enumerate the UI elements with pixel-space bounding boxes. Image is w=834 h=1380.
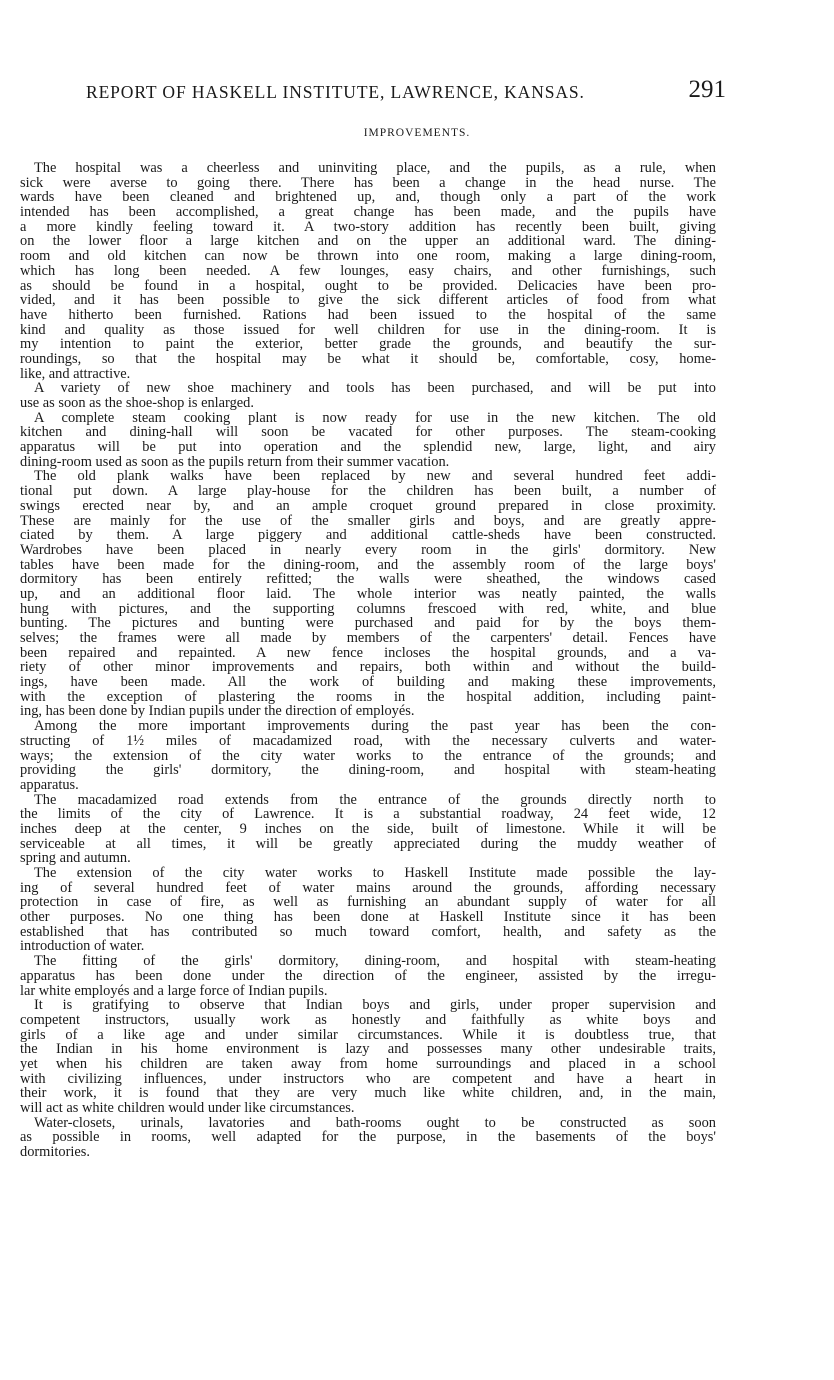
text-line: as possible in rooms, well adapted for the purpose, in the basements of the boys' [20, 1129, 716, 1146]
text-line: established that has contributed so much toward comfort, health, and safety as the [20, 923, 716, 940]
text-line: girls of a like age and under similar circumstances. While it is doubtless true, that [20, 1026, 716, 1043]
text-line: tional put down. A large play-house for the children has been built, a number of [20, 483, 716, 500]
paragraph [20, 866, 716, 954]
text-line: with the exception of plastering the rooms in the hospital addition, including paint- [20, 688, 716, 705]
paragraph [20, 998, 716, 1116]
text-line: apparatus has been done under the direction of the engineer, assisted by the irregu- [20, 967, 716, 984]
text-line: A complete steam cooking plant is now ready for use in the new kitchen. The old [34, 409, 716, 426]
paragraph [20, 1116, 716, 1160]
text-line: It is gratifying to observe that Indian boys and girls, under proper supervision and [34, 997, 716, 1014]
text-line: ciated by them. A large piggery and additional cattle-sheds have been constructed. [20, 527, 716, 544]
paragraph [20, 161, 716, 381]
text-line: Among the more important improvements during the past year has been the con- [34, 718, 716, 735]
body-text [20, 161, 716, 1160]
text-line: like, and attractive. [20, 365, 131, 382]
text-line: apparatus will be put into operation and the splendid new, large, light, and airy [20, 439, 716, 456]
text-line: Wardrobes have been placed in nearly every room in the girls' dormitory. New [20, 541, 716, 558]
text-line: The extension of the city water works to Haskell Institute made possible the lay- [34, 865, 716, 881]
text-line: kitchen and dining-hall will soon be vacated for other purposes. The steam-cooking [20, 424, 716, 441]
text-line: The hospital was a cheerless and uninviting place, and the pupils, as a rule, when [34, 160, 716, 176]
text-line: up, and an additional floor laid. The whole interior was neatly painted, the walls [20, 585, 716, 602]
text-line: hung with pictures, and the supporting columns frescoed with red, white, and blue [20, 600, 716, 617]
running-header [86, 76, 726, 108]
text-line: spring and autumn. [20, 850, 131, 867]
text-line: tables have been made for the dining-room, and the assembly room of the large boys' [20, 556, 716, 573]
text-line: wards have been cleaned and brightened up, and, though only a part of the work [20, 189, 716, 206]
text-line: apparatus. [20, 776, 79, 793]
text-line: ing, has been done by Indian pupils under the direction of employés. [20, 703, 415, 720]
text-line: a more kindly feeling toward it. A two-story addition has recently been built, giving [20, 218, 716, 235]
text-line: introduction of water. [20, 938, 145, 955]
text-line: competent instructors, usually work as honestly and faithfully as white boys and [20, 1011, 716, 1028]
text-line: dormitories. [20, 1144, 90, 1161]
text-line: The fitting of the girls' dormitory, dining-room, and hospital with steam-heating [34, 953, 716, 970]
text-line: as should be found in a hospital, ought to be provided. Delicacies have been pro- [20, 277, 716, 294]
text-line: roundings, so that the hospital may be what it should be, comfortable, cosy, home- [20, 350, 716, 367]
text-line: the Indian in his home environment is lazy and possesses many other undesirable traits, [20, 1041, 716, 1058]
text-line: swings erected near by, and an ample croquet ground prepared in close proximity. [20, 497, 716, 514]
text-line: sick were averse to going there. There has been a change in the head nurse. The [20, 174, 716, 191]
text-line: selves; the frames were all made by members of the carpenters' detail. Fences have [20, 630, 716, 646]
paragraph [20, 954, 716, 998]
text-line: will act as white children would under like circumstances. [20, 1100, 355, 1116]
text-line: Water-closets, urinals, lavatories and bath-rooms ought to be constructed as soon [34, 1114, 716, 1131]
text-line: other purposes. No one thing has been done at Haskell Institute since it has been [20, 909, 716, 926]
text-line: inches deep at the center, 9 inches on the side, built of limestone. While it will be [20, 820, 716, 837]
text-line: riety of other minor improvements and repairs, both within and without the build- [20, 659, 716, 676]
text-line: intended has been accomplished, a great change has been made, and the pupils have [20, 204, 716, 221]
text-line: serviceable at all times, it will be greatly appreciated during the muddy weather of [20, 835, 716, 852]
paragraph [20, 719, 716, 792]
text-line: room and old kitchen can now be thrown into one room, making a large dining-room, [20, 248, 716, 265]
text-line: ing of several hundred feet of water mains around the grounds, affording necessary [20, 879, 716, 896]
text-line: The old plank walks have been replaced by new and several hundred feet addi- [34, 468, 716, 485]
section-heading: IMPROVEMENTS. [363, 127, 471, 139]
text-line: yet when his children are taken away from home surroundings and placed in a school [20, 1055, 716, 1072]
text-line: with civilizing influences, under instructors who are competent and have a heart in [20, 1070, 716, 1087]
text-line: their work, it is found that they are very much like white children, and, in the main, [20, 1085, 716, 1102]
text-line: dormitory has been entirely refitted; the walls were sheathed, the windows cased [20, 571, 716, 588]
text-line: the limits of the city of Lawrence. It is a substantial roadway, 24 feet wide, 12 [20, 806, 716, 823]
text-line: lar white employés and a large force of Indian pupils. [20, 982, 328, 999]
text-line: been repaired and repainted. A new fence incloses the hospital grounds, and a va- [20, 644, 716, 661]
text-line: kind and quality as those issued for well children for use in the dining-room. It is [20, 321, 716, 338]
paragraph [20, 793, 716, 866]
page-number: 291 [688, 76, 726, 103]
text-line: my intention to paint the exterior, better grade the grounds, and beautify the sur- [20, 336, 716, 353]
paragraph [20, 469, 716, 719]
paragraph [20, 411, 716, 470]
text-line: providing the girls' dormitory, the dining-room, and hospital with steam-heating [20, 762, 716, 779]
text-line: These are mainly for the use of the smaller girls and boys, and are greatly appre- [20, 512, 716, 529]
running-title: REPORT OF HASKELL INSTITUTE, LAWRENCE, KANSAS. [86, 82, 585, 102]
text-line: The macadamized road extends from the entrance of the grounds directly north to [34, 791, 716, 808]
text-line: on the lower floor a large kitchen and on the upper an additional ward. The dining- [20, 233, 716, 250]
text-line: use as soon as the shoe-shop is enlarged. [20, 395, 254, 411]
text-line: ings, have been made. All the work of building and making these improvements, [20, 674, 716, 691]
text-line: vided, and it has been possible to give the sick different articles of food from what [20, 292, 716, 309]
text-line: bunting. The pictures and bunting were purchased and paid for by the boys them- [20, 615, 716, 632]
paragraph [20, 381, 716, 410]
text-line: dining-room used as soon as the pupils return from their summer vacation. [20, 453, 450, 470]
text-line: ways; the extension of the city water works to the entrance of the grounds; and [20, 747, 716, 764]
text-line: protection in case of fire, as well as furnishing an abundant supply of water for all [20, 894, 716, 911]
text-line: which has long been needed. A few lounges, easy chairs, and other furnishings, such [20, 262, 716, 279]
text-line: have hitherto been furnished. Rations had been issued to the hospital of the same [20, 306, 716, 323]
text-line: structing of 1½ miles of macadamized road, with the necessary culverts and water- [20, 732, 716, 749]
text-line: A variety of new shoe machinery and tools has been purchased, and will be put into [34, 380, 716, 397]
